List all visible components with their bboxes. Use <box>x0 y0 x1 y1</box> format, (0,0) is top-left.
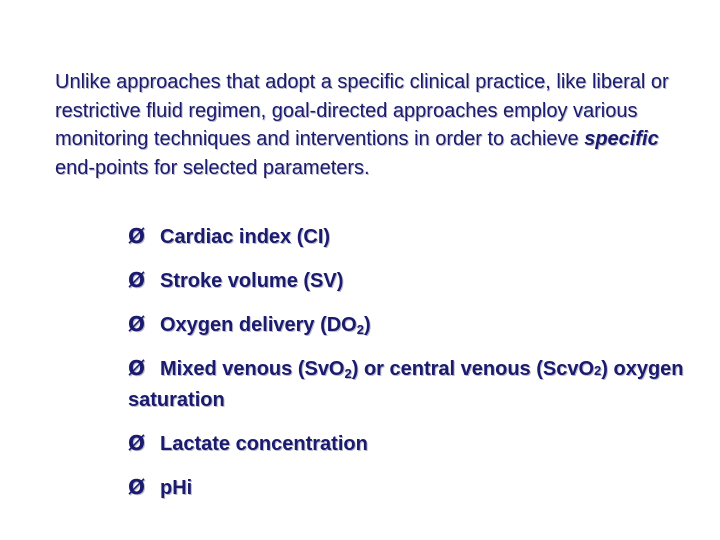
list-item-text-end: ) oxygen saturation <box>128 358 684 411</box>
list-item-text-mid: ) or central venous (ScvO <box>351 358 595 380</box>
list-item-text: Lactate concentration <box>160 432 368 455</box>
list-item-text: Cardiac index (CI) <box>160 226 331 248</box>
list-item-cardiac-index <box>128 222 688 252</box>
list-item-phi <box>128 473 688 503</box>
intro-text-after: end-points for selected parameters. <box>55 156 370 179</box>
list-item-text: Stroke volume (SV) <box>160 270 344 292</box>
arrow-bullet-icon: Ø <box>128 356 146 380</box>
subscript: 2 <box>344 366 352 381</box>
intro-text-before: Unlike approaches that adopt a specific clinical practice, like liberal or restrictive fluid regimen, goal-directed approaches employ various monitoring techniques and interventions in order to achieve <box>55 71 669 150</box>
list-item-text: Mixed venous (SvO <box>160 358 345 380</box>
arrow-bullet-icon: Ø <box>128 224 146 248</box>
arrow-bullet-icon: Ø <box>128 474 146 499</box>
arrow-bullet-icon: Ø <box>128 268 146 292</box>
arrow-bullet-icon: Ø <box>128 312 146 336</box>
list-item-lactate <box>128 429 688 459</box>
intro-emphasis: specific <box>584 128 659 150</box>
list-item-text-end: ) <box>363 314 371 336</box>
list-item-venous-saturation <box>128 354 688 414</box>
arrow-bullet-icon: Ø <box>128 430 146 455</box>
list-item-stroke-volume <box>128 266 688 296</box>
list-item-text: Oxygen delivery (DO <box>160 314 357 336</box>
subscript: 2 <box>356 322 364 337</box>
small-digit: 2 <box>594 363 602 378</box>
intro-paragraph <box>55 68 675 182</box>
list-item-text: pHi <box>160 476 193 499</box>
parameter-list <box>128 222 688 517</box>
list-item-oxygen-delivery <box>128 310 688 340</box>
